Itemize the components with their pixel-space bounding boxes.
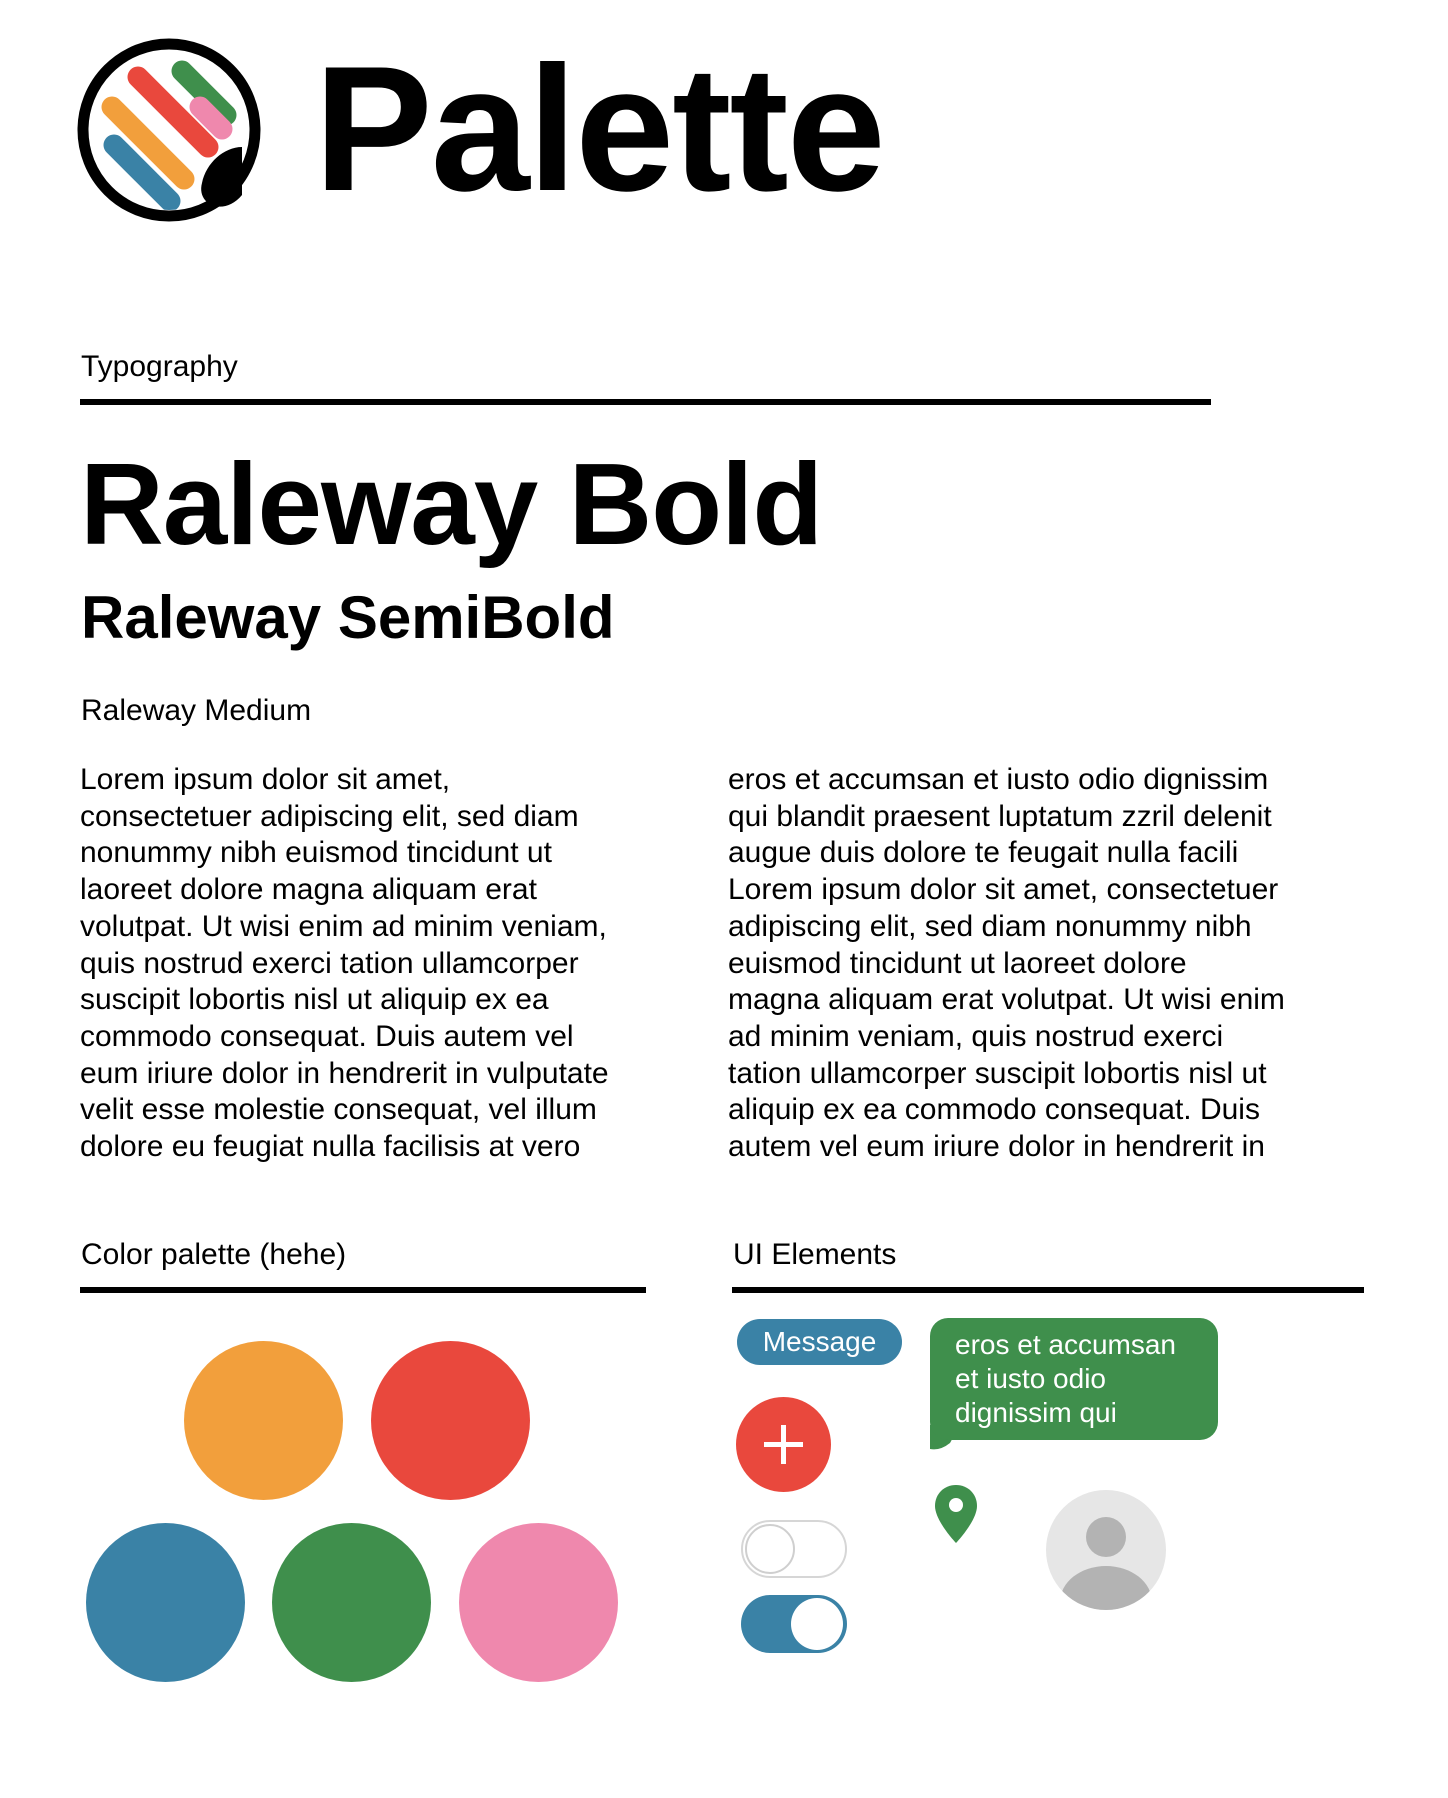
color-palette-divider — [80, 1287, 646, 1293]
body-line: augue duis dolore te feugait nulla facili — [728, 836, 1239, 870]
toggle-knob — [745, 1524, 795, 1574]
typography-heading: Typography — [81, 350, 238, 383]
body-line: laoreet dolore magna aliquam erat — [80, 873, 537, 907]
body-line: consectetuer adipiscing elit, sed diam — [80, 799, 579, 833]
body-line: eros et accumsan et iusto odio dignissim — [728, 763, 1269, 796]
body-line: qui blandit praesent luptatum zzril delenit — [728, 799, 1272, 833]
typography-divider — [80, 399, 1211, 405]
swatch-orange — [184, 1341, 343, 1500]
body-line: eum iriure dolor in hendrerit in vulputate — [80, 1056, 609, 1090]
body-line: volutpat. Ut wisi enim ad minim veniam, — [80, 909, 607, 943]
body-line: magna aliquam erat volutpat. Ut wisi enim — [728, 983, 1285, 1017]
body-line: dolore eu feugiat nulla facilisis at vero — [80, 1130, 581, 1164]
body-text-right — [728, 762, 1348, 1166]
chat-bubble-line: dignissim qui — [955, 1397, 1117, 1428]
font-sample-medium: Raleway Medium — [81, 694, 312, 727]
message-button[interactable]: Message — [737, 1319, 902, 1365]
body-line: quis nostrud exerci tation ullamcorper — [80, 946, 579, 980]
chat-bubble — [930, 1318, 1218, 1440]
swatch-red — [371, 1341, 530, 1500]
color-palette-heading: Color palette (hehe) — [81, 1238, 347, 1271]
plus-icon — [736, 1397, 831, 1492]
swatch-blue — [86, 1523, 245, 1682]
body-line: nonummy nibh euismod tincidunt ut — [80, 836, 552, 870]
app-title: Palette — [314, 29, 884, 228]
body-line: adipiscing elit, sed diam nonummy nibh — [728, 909, 1252, 943]
toggle-switch-off[interactable] — [741, 1520, 847, 1578]
ui-elements-heading: UI Elements — [733, 1238, 897, 1271]
user-avatar-icon[interactable] — [1046, 1490, 1166, 1610]
map-pin-icon — [933, 1483, 979, 1545]
body-line: ad minim veniam, quis nostrud exerci — [728, 1019, 1224, 1053]
font-sample-bold: Raleway Bold — [80, 439, 823, 569]
body-line: Lorem ipsum dolor sit amet, consectetuer — [728, 873, 1279, 907]
body-line: euismod tincidunt ut laoreet dolore — [728, 946, 1187, 980]
font-sample-semibold: Raleway SemiBold — [81, 584, 615, 651]
chat-bubble-line: eros et accumsan — [955, 1329, 1176, 1360]
add-button[interactable] — [736, 1397, 831, 1492]
swatch-pink — [459, 1523, 618, 1682]
toggle-knob — [791, 1598, 843, 1650]
avatar-silhouette — [1046, 1490, 1166, 1610]
body-line: Lorem ipsum dolor sit amet, — [80, 763, 451, 796]
body-line: velit esse molestie consequat, vel illum — [80, 1093, 597, 1127]
palette-logo-icon — [74, 35, 264, 225]
body-text-left — [80, 762, 700, 1166]
toggle-switch-on[interactable] — [741, 1595, 847, 1653]
body-line: autem vel eum iriure dolor in hendrerit in — [728, 1130, 1265, 1164]
body-line: commodo consequat. Duis autem vel — [80, 1019, 574, 1053]
chat-bubble-line: et iusto odio — [955, 1363, 1106, 1394]
ui-elements-divider — [732, 1287, 1364, 1293]
body-line: tation ullamcorper suscipit lobortis nisl ut — [728, 1056, 1267, 1090]
swatch-green — [272, 1523, 431, 1682]
body-line: aliquip ex ea commodo consequat. Duis — [728, 1093, 1260, 1127]
body-line: suscipit lobortis nisl ut aliquip ex ea — [80, 983, 549, 1017]
